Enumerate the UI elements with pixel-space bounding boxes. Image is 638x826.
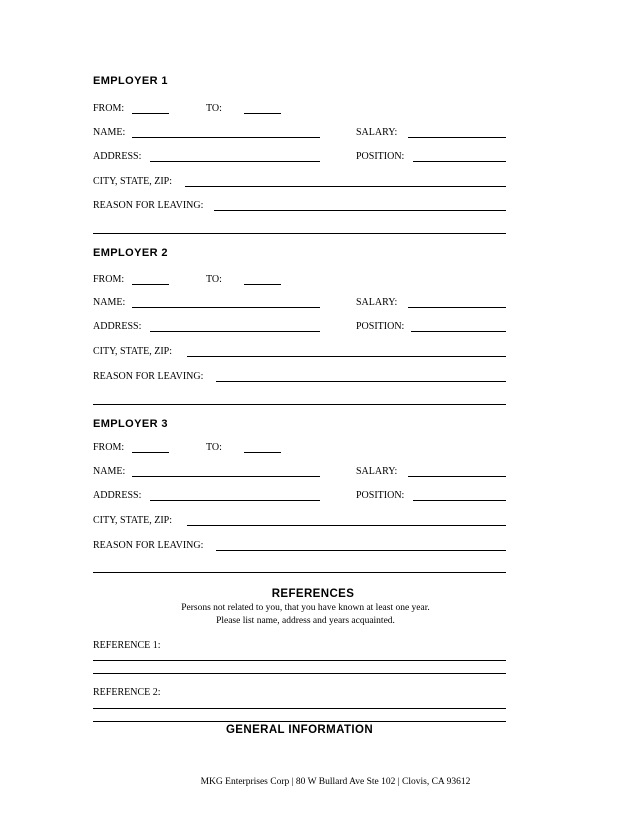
employer-1-address-field[interactable]: [150, 161, 320, 162]
references-instruction-1: Persons not related to you, that you have known at least one year.: [181, 603, 430, 613]
page-footer: MKG Enterprises Corp | 80 W Bullard Ave Ste 102 | Clovis, CA 93612: [200, 777, 471, 787]
employer-3-address-field[interactable]: [150, 500, 320, 501]
employer-1-position-field[interactable]: [413, 161, 506, 162]
reference-1-label: REFERENCE 1:: [93, 640, 161, 651]
employer-3-name-field[interactable]: [132, 476, 320, 477]
employer-2-reason-label: REASON FOR LEAVING:: [93, 371, 204, 382]
employer-3-reason-field-continued[interactable]: [93, 572, 506, 573]
employer-2-from-field[interactable]: [132, 284, 169, 285]
employer-1-to-label: TO:: [206, 103, 222, 114]
employer-2-from-label: FROM:: [93, 274, 125, 285]
employer-3-reason-field[interactable]: [216, 550, 506, 551]
employer-3-from-label: FROM:: [93, 442, 125, 453]
employer-3-address-label: ADDRESS:: [93, 490, 142, 501]
employer-1-name-field[interactable]: [132, 137, 320, 138]
employer-2-to-label: TO:: [206, 274, 222, 285]
employer-3-to-field[interactable]: [244, 452, 281, 453]
employer-1-reason-field[interactable]: [214, 210, 506, 211]
employer-1-salary-label: SALARY:: [356, 127, 398, 138]
employer-3-from-field[interactable]: [132, 452, 169, 453]
employer-2-to-field[interactable]: [244, 284, 281, 285]
employer-1-salary-field[interactable]: [408, 137, 506, 138]
employer-2-position-field[interactable]: [411, 331, 506, 332]
employer-1-to-field[interactable]: [244, 113, 281, 114]
employer-2-position-label: POSITION:: [356, 321, 405, 332]
employer-3-reason-label: REASON FOR LEAVING:: [93, 540, 204, 551]
employer-3-city-label: CITY, STATE, ZIP:: [93, 515, 173, 526]
employer-1-reason-field-continued[interactable]: [93, 233, 506, 234]
references-instruction-2: Please list name, address and years acquainted.: [216, 616, 395, 626]
employer-3-city-field[interactable]: [187, 525, 506, 526]
employer-2-heading: EMPLOYER 2: [93, 247, 168, 259]
reference-2-field-line-2[interactable]: [93, 721, 506, 722]
employer-3-name-label: NAME:: [93, 466, 126, 477]
employer-2-address-field[interactable]: [150, 331, 320, 332]
employer-3-salary-label: SALARY:: [356, 466, 398, 477]
employer-1-from-field[interactable]: [132, 113, 169, 114]
employer-1-address-label: ADDRESS:: [93, 151, 142, 162]
employer-3-to-label: TO:: [206, 442, 222, 453]
employer-2-name-field[interactable]: [132, 307, 320, 308]
employer-1-position-label: POSITION:: [356, 151, 405, 162]
employer-3-position-field[interactable]: [413, 500, 506, 501]
employer-3-heading: EMPLOYER 3: [93, 418, 168, 430]
employer-1-city-label: CITY, STATE, ZIP:: [93, 176, 173, 187]
employer-1-name-label: NAME:: [93, 127, 126, 138]
references-heading: REFERENCES: [271, 588, 355, 600]
employer-2-reason-field-continued[interactable]: [93, 404, 506, 405]
employer-1-from-label: FROM:: [93, 103, 125, 114]
reference-2-label: REFERENCE 2:: [93, 687, 161, 698]
employer-1-city-field[interactable]: [185, 186, 506, 187]
employer-3-position-label: POSITION:: [356, 490, 405, 501]
employer-2-city-field[interactable]: [187, 356, 506, 357]
reference-2-field-line-1[interactable]: [93, 708, 506, 709]
reference-1-field-line-1[interactable]: [93, 660, 506, 661]
employer-1-reason-label: REASON FOR LEAVING:: [93, 200, 204, 211]
general-information-heading: GENERAL INFORMATION: [225, 724, 374, 736]
employer-2-salary-label: SALARY:: [356, 297, 398, 308]
employer-2-reason-field[interactable]: [216, 381, 506, 382]
employer-3-salary-field[interactable]: [408, 476, 506, 477]
reference-1-field-line-2[interactable]: [93, 673, 506, 674]
employer-2-city-label: CITY, STATE, ZIP:: [93, 346, 173, 357]
employer-2-name-label: NAME:: [93, 297, 126, 308]
employer-2-address-label: ADDRESS:: [93, 321, 142, 332]
employer-1-heading: EMPLOYER 1: [93, 75, 168, 87]
employer-2-salary-field[interactable]: [408, 307, 506, 308]
